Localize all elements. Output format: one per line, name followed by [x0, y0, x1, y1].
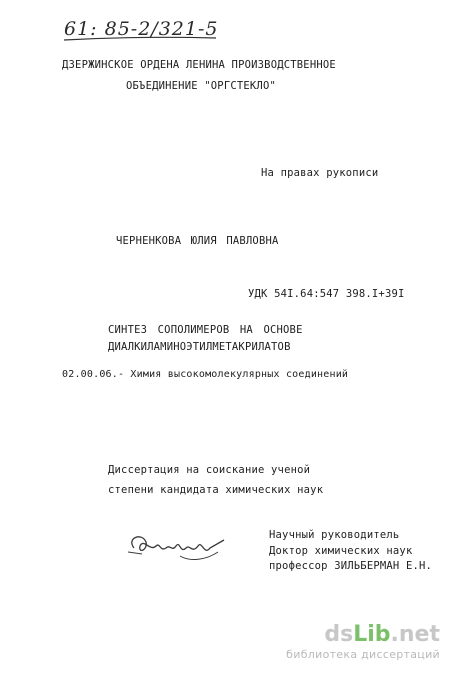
- title-line-1: СИНТЕЗ СОПОЛИМЕРОВ НА ОСНОВЕ: [108, 324, 303, 336]
- dslib-watermark: [286, 623, 440, 661]
- specialty: 02.00.06.- Химия высокомолекулярных соединений: [62, 369, 349, 380]
- dslib-logo: dsLib.net: [324, 622, 440, 647]
- udc-code: УДК 54I.64:547 398.I+39I: [248, 288, 405, 300]
- institution-line-1: ДЗЕРЖИНСКОЕ ОРДЕНА ЛЕНИНА ПРОИЗВОДСТВЕННОЕ: [62, 59, 336, 71]
- archive-code: 61: 85-2/321-5: [64, 18, 219, 40]
- dissertation-line-1: Диссертация на соискание ученой: [108, 464, 311, 476]
- supervisor-role: Научный руководитель: [269, 529, 400, 541]
- manuscript-rights: На правах рукописи: [261, 167, 379, 179]
- supervisor-degree: Доктор химических наук: [269, 545, 413, 557]
- dissertation-line-2: степени кандидата химических наук: [108, 484, 324, 496]
- title-line-2: ДИАЛКИЛАМИНОЭТИЛМЕТАКРИЛАТОВ: [108, 341, 291, 353]
- dslib-tagline: библиотека диссертаций: [286, 648, 440, 661]
- supervisor-name: профессор ЗИЛЬБЕРМАН Е.Н.: [269, 560, 433, 572]
- institution-line-2: ОБЪЕДИНЕНИЕ "ОРГСТЕКЛО": [126, 80, 276, 92]
- handwritten-signature: [120, 526, 230, 566]
- author-name: ЧЕРНЕНКОВА ЮЛИЯ ПАВЛОВНА: [116, 235, 279, 247]
